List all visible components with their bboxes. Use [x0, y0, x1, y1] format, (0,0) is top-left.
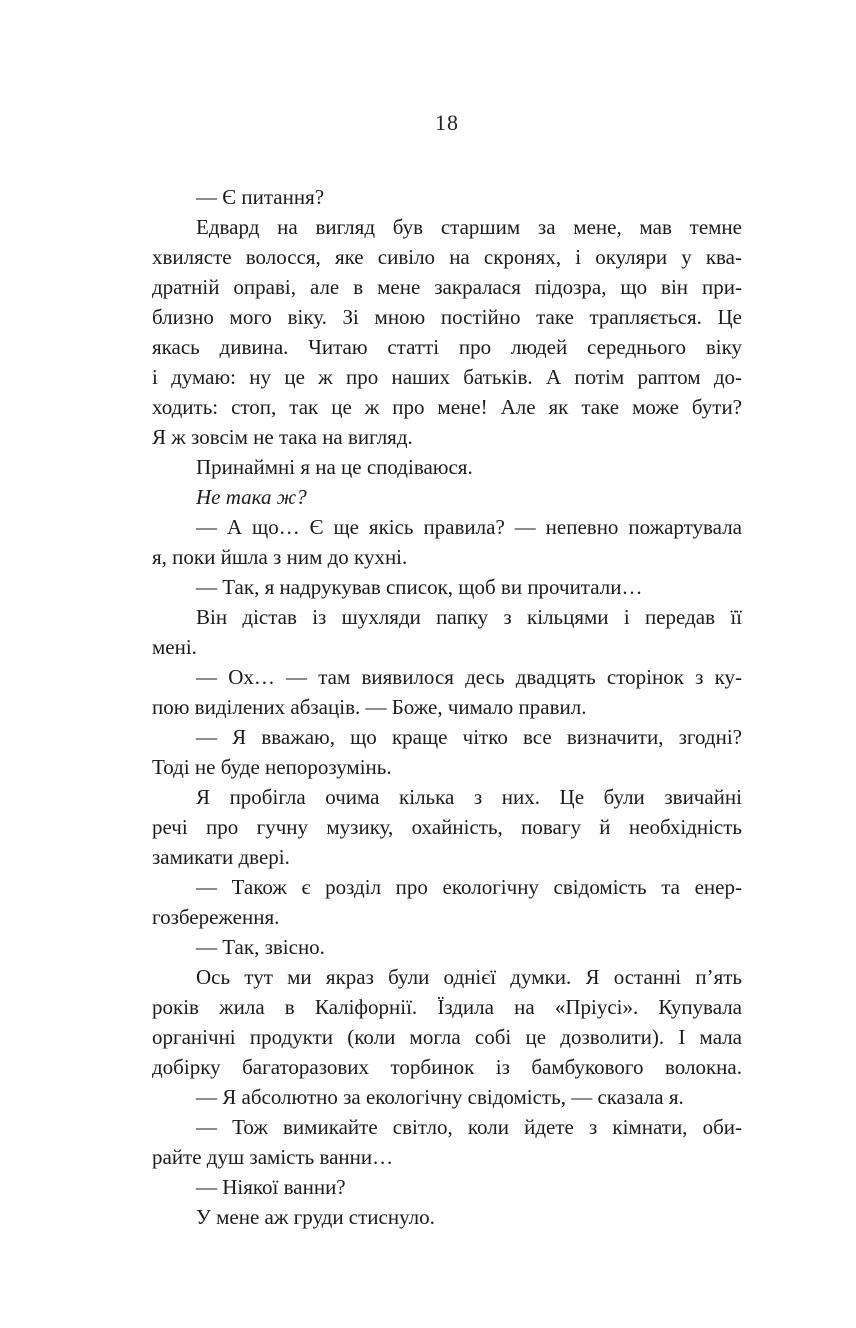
text-line: Він дістав із шухляди папку з кільцями і передав її	[196, 605, 742, 629]
text-line: мені.	[152, 635, 197, 659]
text-line: У мене аж груди стиснуло.	[196, 1205, 435, 1229]
text-line: якась дивина. Читаю статті про людей середнього віку	[152, 335, 742, 359]
text-line: Едвард на вигляд був старшим за мене, мав темне	[196, 215, 742, 239]
text-line: — Так, звісно.	[196, 935, 325, 959]
text-line: — Я вважаю, що краще чітко все визначити, згодні?	[196, 725, 742, 749]
text-line: органічні продукти (коли могла собі це дозволити). І мала	[152, 1025, 742, 1049]
text-line: ходить: стоп, так це ж про мене! Але як таке може бути?	[152, 395, 742, 419]
text-line: Ось тут ми якраз були однієї думки. Я останні п’ять	[196, 965, 742, 989]
text-line: я, поки йшла з ним до кухні.	[152, 545, 408, 569]
text-line: — Ніякої ванни?	[196, 1175, 346, 1199]
text-line: дратній оправі, але в мене закралася підозра, що він при-	[152, 275, 742, 299]
page-text	[152, 182, 742, 1232]
text-line: близно мого віку. Зі мною постійно таке трапляється. Це	[152, 305, 742, 329]
text-line: замикати двері.	[152, 845, 290, 869]
text-line: Я ж зовсім не така на вигляд.	[152, 425, 413, 449]
text-line: — А що… Є ще якісь правила? — непевно пожартувала	[196, 515, 742, 539]
text-line: років жила в Каліфорнії. Їздила на «Пріусі». Купувала	[152, 995, 742, 1019]
text-line: гозбереження.	[152, 905, 280, 929]
text-line: — Також є розділ про екологічну свідомість та енер-	[196, 875, 742, 899]
text-line: Принаймні я на це сподіваюся.	[196, 455, 473, 479]
text-line: Не така ж?	[196, 485, 307, 509]
text-line: райте душ замість ванни…	[152, 1145, 394, 1169]
text-line: пою виділених абзаців. — Боже, чимало правил.	[152, 695, 587, 719]
text-line: добірку багаторазових торбинок із бамбукового волокна.	[152, 1055, 742, 1079]
text-line: речі про гучну музику, охайність, повагу й необхідність	[152, 815, 742, 839]
text-line: — Тож вимикайте світло, коли йдете з кімнати, оби-	[196, 1115, 742, 1139]
text-line: — Я абсолютно за екологічну свідомість, — сказала я.	[196, 1085, 684, 1109]
text-line: — Так, я надрукував список, щоб ви прочитали…	[196, 575, 643, 599]
text-line: хвилясте волосся, яке сивіло на скронях, і окуляри у ква-	[152, 245, 742, 269]
text-line: — Є питання?	[196, 185, 325, 209]
text-line: і думаю: ну це ж про наших батьків. А потім раптом до-	[152, 365, 742, 389]
page-number-folio: 18	[435, 110, 459, 135]
text-line: — Ох… — там виявилося десь двадцять сторінок з ку-	[196, 665, 742, 689]
text-line: Я пробігла очима кілька з них. Це були звичайні	[196, 785, 742, 809]
text-line: Тоді не буде непорозумінь.	[152, 755, 392, 779]
